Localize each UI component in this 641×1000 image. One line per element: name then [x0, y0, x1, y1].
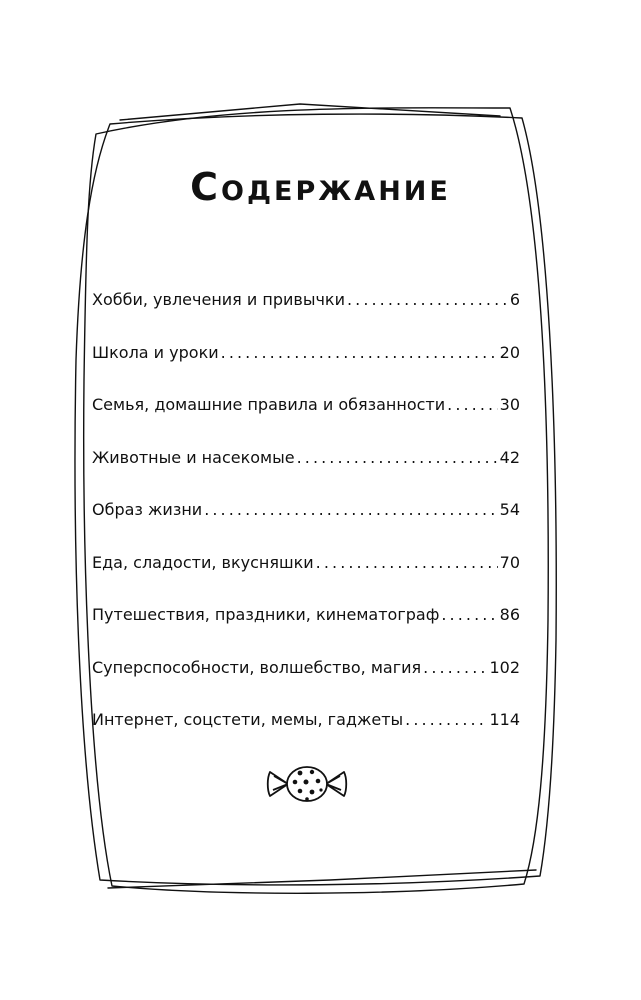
toc-entry[interactable]: [92, 642, 520, 695]
toc-entry-page: 30: [499, 395, 520, 415]
table-of-contents: [92, 274, 520, 747]
page-title: Содержание: [190, 165, 451, 209]
toc-leader-dots: [447, 395, 498, 415]
toc-entry-page: 6: [509, 290, 520, 310]
toc-entry-page: 20: [499, 342, 520, 362]
toc-leader-dots: [204, 500, 497, 520]
toc-entry-label: Суперспособности, волшебство, магия: [92, 657, 422, 677]
toc-leader-dots: [347, 290, 508, 310]
candy-icon: [264, 760, 350, 808]
toc-leader-dots: [441, 605, 497, 625]
toc-entry-label: Семья, домашние правила и обязанности: [92, 395, 446, 415]
toc-leader-dots: [316, 553, 498, 573]
toc-entry-page: 70: [499, 552, 520, 572]
toc-entry-label: Интернет, соцстети, мемы, гаджеты: [92, 710, 404, 730]
toc-leader-dots: [423, 658, 487, 678]
toc-entry[interactable]: [92, 432, 520, 485]
toc-entry-page: 114: [489, 710, 520, 730]
toc-entry-page: 42: [499, 447, 520, 467]
toc-entry[interactable]: [92, 274, 520, 327]
toc-entry[interactable]: [92, 379, 520, 432]
toc-entry-page: 86: [499, 605, 520, 625]
toc-entry[interactable]: [92, 484, 520, 537]
toc-entry-label: Животные и насекомые: [92, 447, 295, 467]
toc-leader-dots: [221, 343, 498, 363]
toc-leader-dots: [405, 710, 487, 730]
toc-entry-label: Школа и уроки: [92, 342, 219, 362]
toc-entry[interactable]: [92, 694, 520, 747]
toc-entry-label: Хобби, увлечения и привычки: [92, 290, 345, 310]
toc-entry-label: Еда, сладости, вкусняшки: [92, 552, 314, 572]
toc-entry-page: 54: [499, 500, 520, 520]
toc-entry[interactable]: [92, 589, 520, 642]
toc-entry-label: Образ жизни: [92, 500, 203, 520]
toc-entry-label: Путешествия, праздники, кинематограф: [92, 605, 440, 625]
toc-entry[interactable]: [92, 537, 520, 590]
toc-leader-dots: [297, 448, 498, 468]
toc-entry[interactable]: [92, 327, 520, 380]
toc-entry-page: 102: [489, 657, 520, 677]
